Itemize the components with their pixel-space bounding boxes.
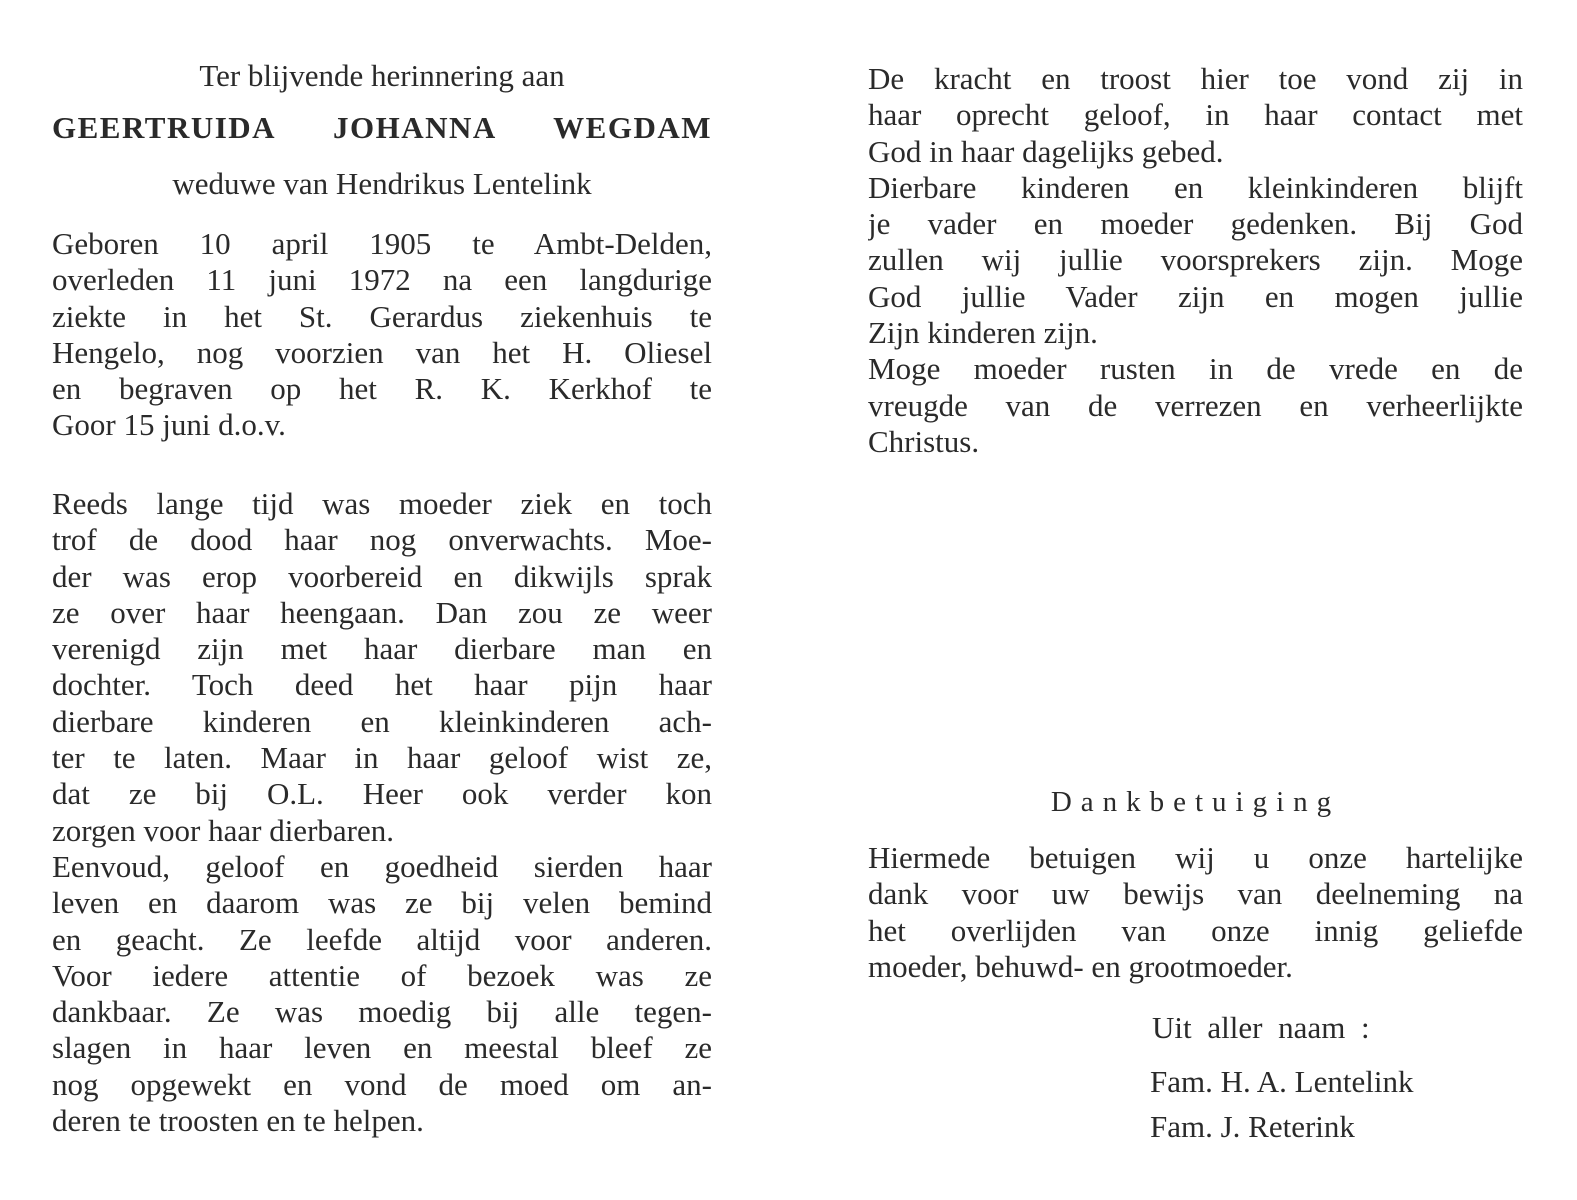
text-line: het overlijden van onze innig geliefde (868, 912, 1523, 948)
biography-paragraph (52, 486, 712, 1139)
deceased-name: GEERTRUIDA JOHANNA WEGDAM (52, 110, 712, 145)
text-line: der was erop voorbereid en dikwijls sprak (52, 558, 712, 594)
text-line: Voor iedere attentie of bezoek was ze (52, 957, 712, 993)
text-line: en begraven op het R. K. Kerkhof te (52, 371, 712, 407)
widow-of-line: weduwe van Hendrikus Lentelink (172, 166, 592, 201)
text-line: dankbaar. Ze was moedig bij alle tegen- (52, 994, 712, 1030)
text-line: Zijn kinderen zijn. (868, 315, 1098, 351)
text-line: moeder, behuwd- en grootmoeder. (868, 948, 1293, 984)
text-line: ziekte in het St. Gerardus ziekenhuis te (52, 298, 712, 334)
text-line: zullen wij jullie voorsprekers zijn. Moge (868, 242, 1523, 278)
text-line: je vader en moeder gedenken. Bij God (868, 206, 1523, 242)
text-line: Christus. (868, 423, 980, 459)
text-line: leven en daarom was ze bij velen bemind (52, 885, 712, 921)
text-line: ter te laten. Maar in haar geloof wist ze, (52, 740, 712, 776)
text-line: dank voor uw bewijs van deelneming na (868, 876, 1523, 912)
text-line: dochter. Toch deed het haar pijn haar (52, 667, 712, 703)
text-line: deren te troosten en te helpen. (52, 1103, 424, 1139)
text-line: Goor 15 juni d.o.v. (52, 407, 286, 443)
text-line: trof de dood haar nog onverwachts. Moe- (52, 522, 712, 558)
birth-death-paragraph (52, 226, 712, 444)
text-line: God in haar dagelijks gebed. (868, 133, 1224, 169)
text-line: zorgen voor haar dierbaren. (52, 812, 394, 848)
text-line: Moge moeder rusten in de vrede en de (868, 351, 1523, 387)
text-line: en geacht. Ze leefde altijd voor anderen. (52, 921, 712, 957)
text-line: dat ze bij O.L. Heer ook verder kon (52, 776, 712, 812)
thanks-paragraph (868, 840, 1523, 985)
text-line: Geboren 10 april 1905 te Ambt-Delden, (52, 226, 712, 261)
text-line: dierbare kinderen en kleinkinderen ach- (52, 703, 712, 739)
text-line: vreugde van de verrezen en verheerlijkte (868, 387, 1523, 423)
text-line: slagen in haar leven en meestal bleef ze (52, 1030, 712, 1066)
thanks-heading: Dankbetuiging (1050, 786, 1341, 818)
text-line: nog opgewekt en vond de moed om an- (52, 1066, 712, 1102)
text-line: verenigd zijn met haar dierbare man en (52, 631, 712, 667)
text-line: overleden 11 juni 1972 na een langdurige (52, 262, 712, 298)
text-line: God jullie Vader zijn en mogen jullie (868, 278, 1523, 314)
text-line: Hengelo, nog voorzien van het H. Oliesel (52, 334, 712, 370)
faith-paragraph (868, 61, 1523, 460)
text-line: Reeds lange tijd was moeder ziek en toch (52, 486, 712, 521)
signatory: Fam. J. Reterink (1150, 1109, 1355, 1144)
text-line: ze over haar heengaan. Dan zou ze weer (52, 594, 712, 630)
text-line: Eenvoud, geloof en goedheid sierden haar (52, 848, 712, 884)
intro-heading: Ter blijvende herinnering aan (199, 58, 565, 93)
on-behalf-line: Uit aller naam : (1152, 1010, 1370, 1045)
signatory: Fam. H. A. Lentelink (1150, 1064, 1414, 1099)
text-line: haar oprecht geloof, in haar contact met (868, 97, 1523, 133)
text-line: Hiermede betuigen wij u onze hartelijke (868, 840, 1523, 875)
text-line: Dierbare kinderen en kleinkinderen blijft (868, 169, 1523, 205)
text-line: De kracht en troost hier toe vond zij in (868, 61, 1523, 96)
